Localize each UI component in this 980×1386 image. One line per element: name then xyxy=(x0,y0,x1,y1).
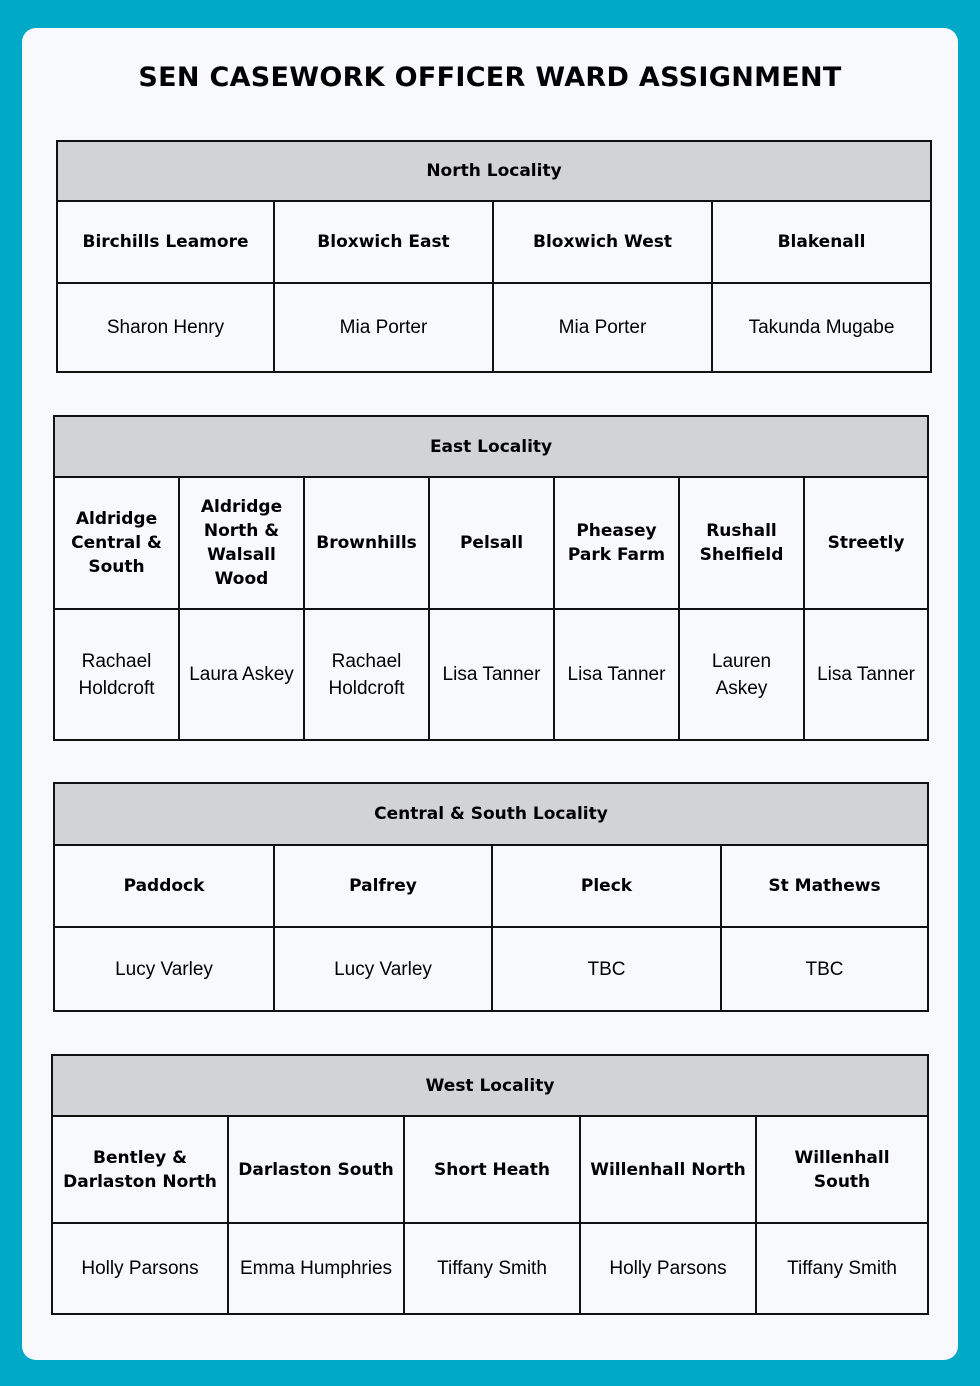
ward-name: Pheasey Park Farm xyxy=(554,477,679,609)
locality-header: North Locality xyxy=(57,141,931,201)
officer-name: TBC xyxy=(721,927,928,1011)
west-locality-table xyxy=(51,1054,929,1315)
east-locality-table xyxy=(53,415,929,741)
ward-name: Bloxwich West xyxy=(493,201,712,283)
ward-name: Darlaston South xyxy=(228,1116,404,1223)
page-title: SEN CASEWORK OFFICER WARD ASSIGNMENT xyxy=(138,62,842,93)
officer-name: Lisa Tanner xyxy=(804,609,928,740)
officer-name: Mia Porter xyxy=(274,283,493,372)
officer-name: Lucy Varley xyxy=(54,927,274,1011)
north-locality-table xyxy=(56,140,932,373)
ward-name: Willenhall North xyxy=(580,1116,756,1223)
officer-name: Lisa Tanner xyxy=(429,609,554,740)
central-south-locality-table xyxy=(53,782,929,1012)
ward-name: Bentley & Darlaston North xyxy=(52,1116,228,1223)
officer-name: Rachael Holdcroft xyxy=(304,609,429,740)
ward-name: Streetly xyxy=(804,477,928,609)
ward-name: Brownhills xyxy=(304,477,429,609)
ward-name: Rushall Shelfield xyxy=(679,477,804,609)
officer-name: Lucy Varley xyxy=(274,927,492,1011)
officer-name: TBC xyxy=(492,927,721,1011)
officer-name: Sharon Henry xyxy=(57,283,274,372)
ward-name: Pleck xyxy=(492,845,721,927)
officer-name: Emma Humphries xyxy=(228,1223,404,1314)
officer-name: Lauren Askey xyxy=(679,609,804,740)
officer-name: Rachael Holdcroft xyxy=(54,609,179,740)
officer-name: Laura Askey xyxy=(179,609,304,740)
ward-name: Palfrey xyxy=(274,845,492,927)
officer-name: Takunda Mugabe xyxy=(712,283,931,372)
ward-name: Aldridge North & Walsall Wood xyxy=(179,477,304,609)
ward-name: St Mathews xyxy=(721,845,928,927)
officer-name: Holly Parsons xyxy=(52,1223,228,1314)
ward-name: Aldridge Central & South xyxy=(54,477,179,609)
officer-name: Lisa Tanner xyxy=(554,609,679,740)
ward-name: Willenhall South xyxy=(756,1116,928,1223)
officer-name: Tiffany Smith xyxy=(756,1223,928,1314)
officer-name: Tiffany Smith xyxy=(404,1223,580,1314)
ward-name: Paddock xyxy=(54,845,274,927)
locality-header: Central & South Locality xyxy=(54,783,928,845)
ward-name: Pelsall xyxy=(429,477,554,609)
ward-name: Bloxwich East xyxy=(274,201,493,283)
ward-name: Short Heath xyxy=(404,1116,580,1223)
locality-header: East Locality xyxy=(54,416,928,477)
officer-name: Holly Parsons xyxy=(580,1223,756,1314)
locality-header: West Locality xyxy=(52,1055,928,1116)
ward-name: Birchills Leamore xyxy=(57,201,274,283)
officer-name: Mia Porter xyxy=(493,283,712,372)
ward-name: Blakenall xyxy=(712,201,931,283)
